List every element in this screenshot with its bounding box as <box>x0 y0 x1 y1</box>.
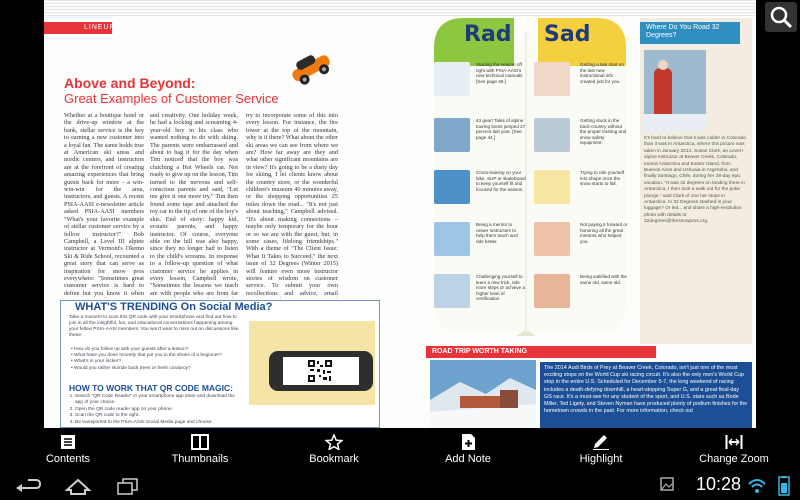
rad-item: Starting the season off right with PSIA-AASI's new technical manuals [See page 48.] <box>476 62 523 84</box>
article-column-3: try to incorporate some of this into every lesson. For instance, the fire tower at the top of the mountain, why is it there? What about the other ski areas we can see from where we are? How far away are they and what other significant mountains are in view? It's going to be a dusty day for skiing, I let clients know about the country store, or the wonderful children's museum 40 minutes away, or the shopping opportunities 25 miles down the road... "It's not just about teaching," Campbell advised. "It's about making connections – maybe only temporary for the hour or so we are with the guest, but, in some cases, lifelong friendships." With a theme of "The Client Issue: What It Takes to Succeed," the next issue of 32 Degrees (Winter 2015) will feature even more instructor stories of wisdom on customer service. To submit your own recollections and advice, email <box>246 112 338 297</box>
trending-box <box>60 300 380 428</box>
trending-item: • What's in your locker? <box>71 359 239 365</box>
qr-code-image[interactable] <box>283 357 359 385</box>
highlight-button[interactable] <box>551 434 651 465</box>
section-tag: LINEUP <box>44 22 112 34</box>
change-zoom-label: Change Zoom <box>699 453 769 465</box>
sad-heading: Sad <box>544 22 591 47</box>
add-note-icon <box>459 434 477 450</box>
sad-thumb-late <box>534 62 570 96</box>
trending-item: • Would you rather ski/ride back trees or fresh corduroy? <box>71 366 239 372</box>
qr-how-title: HOW TO WORK THAT QR CODE MAGIC: <box>69 383 234 393</box>
star-icon <box>325 434 343 450</box>
add-note-label: Add Note <box>445 453 491 465</box>
road-trip-photo <box>430 360 536 428</box>
rad-item: Cross-training on your bike, SUP or skateboard to keep yourself fit and focused for the season. <box>476 170 526 192</box>
headline-line1: Above and Beyond: <box>64 75 196 91</box>
road-trip-header: ROAD TRIP WORTH TAKING <box>426 346 656 358</box>
thumbnails-button[interactable] <box>150 434 250 465</box>
phone-screen <box>283 357 359 385</box>
rad-item: Being a mentor to newer instructors to help them teach and ride better. <box>476 222 518 244</box>
rad-thumb-boots <box>434 118 470 152</box>
rad-thumb-manual <box>434 62 470 96</box>
recent-apps-icon[interactable] <box>114 476 142 496</box>
trending-intro: Take a moment to scan this QR code with your smartphone and find out how to join in all the insightful, fun, and educational conversations happening among your fellow PSIA-AASI members. You won't want to miss out on discussions like these: <box>69 315 239 338</box>
thumbnails-label: Thumbnails <box>171 453 229 465</box>
trending-list <box>71 347 239 372</box>
status-clock: 10:28 <box>696 474 742 494</box>
trending-title: WHAT'S TRENDING On Social Media? <box>75 301 273 313</box>
sad-item: Not paying it forward or honoring all the great mentors who helped you. <box>580 222 628 244</box>
headline-line2: Great Examples of Customer Service <box>64 91 279 106</box>
qr-step: 2. Open the QR code reader app on your phone. <box>75 407 239 413</box>
wifi-icon <box>748 478 766 494</box>
back-icon[interactable] <box>14 476 42 496</box>
change-zoom-button[interactable] <box>684 434 784 465</box>
trending-item: • What have you done recently that put you in the shoes of a beginner? <box>71 353 239 359</box>
pencil-icon <box>592 434 610 450</box>
highlight-label: Highlight <box>579 453 623 465</box>
qr-how-steps <box>75 394 239 426</box>
contents-button[interactable] <box>18 434 118 465</box>
bookmark-button[interactable] <box>284 434 384 465</box>
rad-heading: Rad <box>464 22 512 47</box>
sad-item: Trying to ride yourself into shape once the snow starts to fall. <box>580 170 624 187</box>
add-note-button[interactable] <box>418 434 518 465</box>
sad-item: Being satisfied with the same old, same old. <box>580 274 627 285</box>
sad-thumb-mentors <box>534 222 570 256</box>
qr-step: 4. Be transported to the PSIA-AASI Social Media page and choose <box>75 420 239 426</box>
qr-step: 1. Search "QR Code Reader" in your smartphone app store and download the app of your choice. <box>75 394 239 407</box>
sad-thumb-same-old <box>534 274 570 308</box>
sad-thumb-backcountry <box>534 118 570 152</box>
page-top-band <box>44 0 756 16</box>
battery-icon <box>772 476 794 496</box>
sad-item: Getting stuck in the back-country without the proper training and snow safety equipment. <box>580 118 627 146</box>
rad-item: 43 gear! Tales of alpine touring boots jumped 27 percent last year. [See page 44.] <box>476 118 526 140</box>
road-trip-text: The 2014 Audi Birds of Prey at Beaver Creek, Colorado, isn't just one of the most exciting stops on the World Cup ski racing circuit. It's also the only men's World Cup stop in the entire U.S. Scheduled for December 5-7, the long weekend of racing includes a death-defying downhill, a heart-stopping Super G, and a great final-day GS race. It's a must-see for any student of the sport, and U.S. stars such as Bode Miller, Ted Ligety, and Steven Nyman have produced plenty of podium finishes for the hometown crowds in the past. For more information, check out <box>540 362 752 428</box>
search-icon <box>765 2 797 32</box>
qr-step: 3. Scan the QR code to the right. <box>75 413 239 419</box>
article-column-1: Whether at a boutique hotel or the drive-up window at the bank, stellar service is the key to earning a new customer into a loyal fan. The same holds true at American ski areas and nordic centers, and instructors are at the forefront of creating amazing experiences that bring guests back for more – a win-win-win for the area, instructors, and guests. A recent PSIA-AASI e-newsletter article asked PSIA-AASI members "What's your favorite example of stellar customer service by a fellow instructor?" Bob Campbell, a Level III alpine instructor at Vermont's Okemo Ski & Ride School, recounted a great story that can serve as inspiration for snow pros everywhere: "Sometimes great customer service is hard to define but you know it when <box>64 112 144 297</box>
article-column-2: and creativity. One holiday week, he had a locking and screaming 4-year-old boy in his class who wanted nothing to do with skiing. The parents were embarrassed and about to bag it for the day when Tim noticed that the boy was clutching a Hot Wheels car. Not ready to give up on the lesson, Tim turned to the nervous and self-conscious parents and said, "Let me give it one more try." Tim then found some tape and attached the toy car to the tip of one of the boy's skis. End of story: happy kid, ecstatic parents, and happy instructor. Of course, everyone able on the hill was also happy, since they no longer had to listen to the child's screams. In response to a follow-up question of what customer service he applies in every lesson, Campbell wrote, "Sometimes the lessons we teach are with people who are from far <box>150 112 238 297</box>
contents-icon <box>59 434 77 450</box>
trending-item: • How do you follow up with your guests after a lesson? <box>71 347 239 353</box>
home-icon[interactable] <box>64 476 92 496</box>
rad-thumb-trick <box>434 274 470 308</box>
sidebar-text: It's hard to believe that it was colder in Colorado than it was in Antarctica, where this picture was taken in January 2014. Susan Clark, an Level I alpine instructor at Beaver Creek, Colorado, toured Antarctica and Easter Island, from Buenos Aires and Ushuaia in Argentina, and finally Santiago, Chile, during her 28-day epic vacation. "It was 32 degrees on landing there in Antarctica, I then took a walk out for the polar plunge," said Clark of one her stops in Antarctica. In 32 Degrees stashed in your luggage? Or led... and share a high-resolution photo with details to 32degrees@thesnowpros.org. <box>644 136 746 225</box>
sidebar-title: Where Do You Road 32 Degrees? <box>640 22 740 44</box>
system-nav-bar <box>0 472 800 500</box>
search-button[interactable] <box>765 2 797 32</box>
gallery-notification-icon <box>660 476 674 492</box>
magazine-page[interactable] <box>44 0 756 428</box>
sad-item: Getting a late start on the last new instructional info created just for you. <box>580 62 624 84</box>
rad-item: Challenging yourself to learn a new trick, ride more steps or achieve a higher level of certification. <box>476 274 526 302</box>
rad-thumb-mentor <box>434 222 470 256</box>
reader-toolbar <box>0 428 800 472</box>
zoom-width-icon <box>725 434 743 450</box>
thumbnails-icon <box>191 434 209 450</box>
phone-illustration <box>269 351 373 391</box>
sidebar-photo <box>644 50 706 132</box>
rad-thumb-bike <box>434 170 470 204</box>
sad-thumb-snowman <box>534 170 570 204</box>
contents-label: Contents <box>45 453 91 465</box>
bookmark-label: Bookmark <box>309 453 359 465</box>
article-headline <box>64 76 304 106</box>
